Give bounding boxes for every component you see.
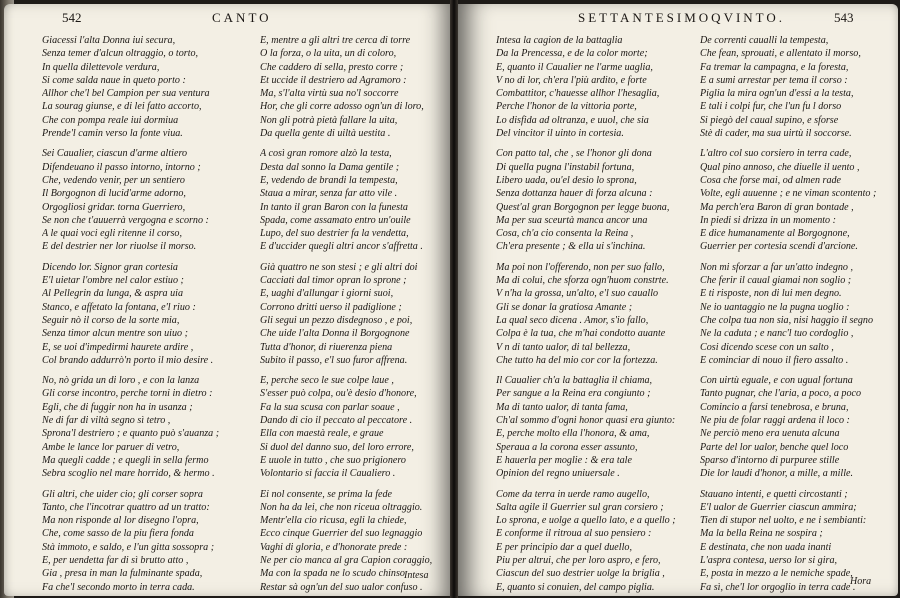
verse-line: Giacessi l'alta Donna iui secura,	[42, 35, 176, 46]
verse-line: Prende'l camin verso la fonte viua.	[42, 128, 183, 140]
verse-line: Di quella pugna l'instabil fortuna,	[496, 161, 635, 173]
verse-line: Ma quegli cadde ; e quegli in sella fermo	[42, 454, 209, 466]
verse-line: Non gli potrà pietà fallare la uita,	[260, 114, 398, 126]
verse-line: Ne piu de folar raggi ardena il loco :	[700, 415, 850, 427]
verse-line: Allhor che'l bel Campion per sua ventura	[42, 88, 210, 100]
verse-line: Quest'al gran Borgognon per legge buona,	[496, 201, 670, 213]
verse-line: V no di lor, ch'era l'più ardito, e forte	[496, 74, 647, 86]
verse-line: Sparso d'intorno di purpuree stille	[700, 454, 840, 466]
verse-line: V n'ha la grossa, un'alto, e'l suo cauallo	[496, 288, 659, 300]
verse-line: Ei nol consente, se prima la fede	[260, 488, 393, 500]
verse-line: Fa che'l secondo morto in terra cada.	[42, 581, 195, 593]
stanza	[700, 147, 898, 253]
verse-line: E, se uoi d'impedirmi haurete ardire ,	[42, 341, 194, 353]
verse-line: E tali i colpi fur, che l'un fu l dorso	[700, 101, 842, 113]
verse-line: Combattitor, c'hauesse allhor l'hesaglia,	[496, 88, 660, 100]
verse-line: Hor, che gli corre adosso ogn'un di loro,	[260, 101, 424, 113]
verse-line: E, vedendo de brandi la tempesta,	[260, 174, 398, 186]
verse-line: Che caddero di sella, presto corre ;	[260, 61, 404, 73]
stanza	[42, 261, 247, 367]
verse-line: E hauerla per moglie : & era tale	[496, 454, 632, 466]
stanza	[700, 374, 898, 480]
page-number: 542	[62, 10, 82, 25]
stanza	[42, 374, 247, 480]
verse-line: E, posta in mezzo a le nemiche spade,	[700, 568, 853, 580]
verse-line: Sprona'l destriero ; e quanto può s'auanza ;	[42, 428, 220, 440]
verse-line: Che, come sasso de la piu fiera fonda	[42, 528, 194, 540]
verse-line: E dice humanamente al Borgognone,	[700, 228, 850, 240]
verse-line: Che uide l'alta Donna il Borgognone	[260, 328, 410, 340]
verse-line: O la forza, o la uita, un di coloro,	[260, 48, 397, 60]
verse-line: Seguir nò il corso de la sorte mia,	[42, 314, 180, 326]
verse-line: E, perche seco le sue colpe laue ,	[260, 375, 394, 387]
running-head: SETTANTESIMOQVINTO.	[578, 10, 786, 25]
verse-line: Mentr'ella cio ricusa, egli la chiede,	[260, 515, 407, 527]
verse-line: Sebra scoglio nel mare horrido, & hermo .	[42, 468, 215, 480]
verse-line: S'esser può colpa, ou'è desio d'honore,	[260, 388, 417, 400]
stanza	[260, 261, 450, 367]
verse-line: Piglia la mira ogn'un d'essi a la testa,	[700, 88, 854, 100]
verse-line: Ma di colui, che sforza ogn'huom constrte.	[496, 275, 669, 287]
verse-line: Stà immoto, e saldo, e l'un gitta sossopra ;	[42, 541, 215, 553]
verse-line: Cosa, ch'a cio consenta la Reina ,	[496, 228, 634, 240]
verse-line: Senza dottanza hauer di forza alcuna :	[496, 188, 653, 200]
verse-line: Ma con la spada ne lo scudo chinso	[260, 568, 405, 580]
verse-line: E, quanto si conuien, del campo piglia.	[496, 581, 655, 593]
verse-line: Ne io uantaggio ne la pugna uoglio :	[700, 301, 850, 313]
verse-line: Da la Prencessa, e de la color morte;	[496, 48, 648, 60]
stanza	[496, 261, 701, 367]
verse-line: Fa tremar la campagna, e la foresta,	[700, 61, 849, 73]
verse-line: E, perche molto ella l'honora, & ama,	[496, 428, 650, 440]
verse-line: Spada, come assamato entro un'ouile	[260, 214, 411, 226]
book-gutter	[450, 0, 458, 598]
stanza	[496, 488, 701, 594]
verse-line: De correnti caualli la tempesta,	[700, 35, 829, 46]
verse-line: Restar sà ogn'un del suo ualor confuso .	[260, 581, 423, 593]
verse-line: Ambe le lance lor paruer di vetro,	[42, 441, 180, 453]
verse-line: Fa sì, che'l lor orgoglio in terra cade .	[700, 581, 856, 593]
verse-line: E, mentre a gli altri tre cerca di torre	[260, 35, 411, 46]
verse-line: Volte, egli auuenne ; e ne viman scontento ;	[700, 188, 877, 200]
verse-line: Col brando addurrò'n porto il mio desire .	[42, 354, 214, 366]
verse-line: Ma la bella Reina ne sospira ;	[700, 528, 823, 540]
left-page	[4, 4, 450, 596]
verse-line: E per principio dar a quel duello,	[496, 541, 632, 553]
stanza	[700, 261, 898, 367]
text-column	[260, 34, 450, 596]
verse-line: E conforme il ritroua al suo pensiero :	[496, 528, 652, 540]
verse-line: L'aspra contesa, uerso lor si gira,	[700, 554, 838, 566]
verse-line: Cosi dicendo scese con un salto ,	[700, 341, 834, 353]
stanza	[496, 34, 701, 140]
verse-line: Ch'era presente ; & ella ui s'inchina.	[496, 241, 646, 253]
verse-line: Egli, che di fuggir non ha in usanza ;	[42, 401, 193, 413]
verse-line: Tanto, che l'incotrar quattro ad un tratto:	[42, 501, 210, 513]
verse-line: La qual seco dicena . Amor, s'io fallo,	[496, 314, 649, 326]
verse-line: Intesa la cagion de la battaglia	[496, 35, 623, 46]
verse-line: La sourag giunse, e di lei fatto accorto,	[42, 101, 202, 113]
verse-line: Guerrier per cortesia scendi d'arcione.	[700, 241, 858, 253]
verse-line: E'l uietar l'ombre nel calor estiuo ;	[42, 275, 184, 287]
verse-line: Dicendo lor. Signor gran cortesia	[42, 261, 178, 273]
verse-line: Con uirtù eguale, e con ugual fortuna	[700, 375, 853, 387]
verse-line: Si duol del danno suo, del loro errore,	[260, 441, 414, 453]
stanza	[496, 147, 701, 253]
verse-line: Ch'al sommo d'ogni honor quasi era giunto:	[496, 415, 676, 427]
verse-line: Gli altri, che uider cio; gli corser sopra	[42, 488, 203, 500]
stanza	[496, 374, 701, 480]
verse-line: Del vincitor il uinto in cortesia.	[496, 128, 624, 140]
catchword: Intesa	[404, 570, 429, 581]
verse-line: E d'uccider quegli altri ancor s'affretta .	[260, 241, 423, 253]
verse-line: Libero uada, ou'el desio lo sprona,	[496, 174, 637, 186]
verse-line: Ma non risponde al lor disegno l'opra,	[42, 515, 199, 527]
verse-line: E cominciar di nouo il fiero assalto .	[700, 354, 849, 366]
verse-line: Stanco, e affetato la fontana, e'l riuo :	[42, 301, 196, 313]
verse-line: Volontario si faccia il Caualiero .	[260, 468, 396, 480]
verse-line: Ciascun del suo destrier uolge la briglia ,	[496, 568, 665, 580]
verse-line: Come da terra in uerde ramo augello,	[496, 488, 650, 500]
verse-line: A le quai voci egli ritenne il corso,	[42, 228, 182, 240]
verse-line: Qual pino annoso, che diuelle il uento ,	[700, 161, 860, 173]
verse-line: Il Borgognon di lucid'arme adorno,	[42, 188, 186, 200]
verse-line: E uuole in tutto , che suo prigionero	[260, 454, 406, 466]
text-column	[496, 34, 701, 596]
running-head: CANTO	[212, 10, 272, 25]
verse-line: V n di tanto ualor, di tal bellezza,	[496, 341, 631, 353]
text-column	[700, 34, 898, 596]
verse-line: Staua a mirar, senza far atto vile .	[260, 188, 398, 200]
verse-line: Tutta d'honor, di riuerenza piena	[260, 341, 393, 353]
verse-line: Lo sprona, e uolge a quello lato, e a quello ;	[496, 515, 676, 527]
verse-line: No, nò grida un di loro , e con la lanza	[42, 375, 200, 387]
page-number: 543	[834, 10, 854, 25]
verse-line: E, quanto il Caualier ne l'arme uaglia,	[496, 61, 653, 73]
verse-line: Lo disfida ad oltranza, e uuol, che sia	[496, 114, 649, 126]
verse-line: Gia , presa in man la fulminante spada,	[42, 568, 203, 580]
verse-line: Ma di tanto ualor, di tanta fama,	[496, 401, 628, 413]
verse-line: E, per uendetta far di sì brutto atto ,	[42, 554, 189, 566]
verse-line: A così gran romore alzò la testa,	[260, 148, 392, 160]
verse-line: Gli corse incontro, perche torni in dietro :	[42, 388, 213, 400]
verse-line: Il Caualier ch'a la battaglia il chiama,	[496, 375, 653, 387]
verse-line: Ma perch'era Baron di gran bontade ,	[700, 201, 854, 213]
verse-line: Ne perciò meno era uenuta alcuna	[700, 428, 840, 440]
verse-line: Tien di stupor nel uolto, e ne i sembianti:	[700, 515, 867, 527]
verse-line: Ella con maestà reale, e graue	[260, 428, 384, 440]
verse-line: Gli segui un pezzo disdegnoso , e poi,	[260, 314, 413, 326]
stanza	[260, 147, 450, 253]
verse-line: Che colpa tua non sia, nisi haggio il segno	[700, 314, 873, 326]
verse-line: L'altro col suo corsiero in terra cade,	[700, 148, 852, 160]
verse-line: Cosa che forse mai, od almen rade	[700, 174, 842, 186]
verse-line: Se non che t'auuerrà vergogna e scorno :	[42, 214, 209, 226]
verse-line: Ma per sua sceurtà manca ancor una	[496, 214, 648, 226]
verse-line: Ne di far di viltà segno sì tetro ,	[42, 415, 171, 427]
verse-line: Difendeuano il passo intorno, intorno ;	[42, 161, 201, 173]
verse-line: Si piegò del caual supino, e sforse	[700, 114, 839, 126]
verse-line: Lupo, del suo destrier fa la vendetta,	[260, 228, 409, 240]
verse-line: E del destrier ner lor riuolse il morso.	[42, 241, 197, 253]
verse-line: Che tutto ha del mio cor cor la fortezza.	[496, 354, 658, 366]
verse-line: Speraua a la corona esser assunto,	[496, 441, 638, 453]
verse-line: Piu per altrui, che per loro aspro, e fero,	[496, 554, 661, 566]
verse-line: Perche l'honor de la vittoria porte,	[496, 101, 637, 113]
verse-line: In quella dilettevole verdura,	[42, 61, 160, 73]
verse-line: Salta agile il Guerrier sul gran corsiero ;	[496, 501, 664, 513]
verse-line: Che ferir il caual giamai non soglio ;	[700, 275, 852, 287]
verse-line: Orgogliosi gridar. torna Guerriero,	[42, 201, 186, 213]
verse-line: Per sangue a la Reina era congiunto ;	[496, 388, 651, 400]
verse-line: In piedi si drizza in un momento :	[700, 214, 836, 226]
verse-line: Che fean, sprouati, e allentato il morso,	[700, 48, 861, 60]
verse-line: Ne la caduta ; e nanc'l tuo cordoglio ,	[700, 328, 854, 340]
verse-line: Al Pellegrin da lunga, & aspra uia	[42, 288, 184, 300]
verse-line: Senza timor alcun mentre son uiuo ;	[42, 328, 188, 340]
verse-line: E, uaghi d'allungar i giorni suoi,	[260, 288, 394, 300]
verse-line: Opinion del regno uniuersale .	[496, 468, 620, 480]
text-column	[42, 34, 247, 596]
verse-line: Ne per cio manca al gra Capion coraggio,	[260, 554, 433, 566]
verse-line: Dando di cio il peccato al peccatore .	[260, 415, 413, 427]
verse-line: Che con pompa reale iui dormiua	[42, 114, 179, 126]
stanza	[42, 488, 247, 594]
verse-line: Da quella gente di uiltà uestita .	[260, 128, 391, 140]
verse-line: Die lor laudi d'honor, a mille, a mille.	[700, 468, 853, 480]
verse-line: E ti risposte, non di lui men degno.	[700, 288, 842, 300]
verse-line: Comincio a farsi tenebrosa, e bruna,	[700, 401, 849, 413]
verse-line: Et uccide il destriero ad Agramoro :	[260, 74, 407, 86]
verse-line: E destinata, che non uada inanti	[700, 541, 832, 553]
verse-line: Gli se donar la gratiosa Amante ;	[496, 301, 633, 313]
verse-line: E a sumi arrestar per tema il corso :	[700, 74, 848, 86]
verse-line: Stauano intenti, e quetti circostanti ;	[700, 488, 848, 500]
verse-line: Desta dal sonno la Dama gentile ;	[260, 161, 400, 173]
verse-line: Corrono dritti uerso il padiglione ;	[260, 301, 402, 313]
verse-line: Ma, s'l'alta virtù sua no'l soccorre	[260, 88, 399, 100]
stanza	[700, 34, 898, 140]
verse-line: Stè di cader, ma sua uirtù il soccorse.	[700, 128, 852, 140]
stanza	[260, 374, 450, 480]
stanza	[42, 147, 247, 253]
verse-line: Con patto tal, che , se l'honor gli dona	[496, 148, 652, 160]
verse-line: Ecco cinque Guerrier del suo legnaggio	[260, 528, 423, 540]
verse-line: Già quattro ne son stesi ; e gli altri doi	[260, 261, 418, 273]
right-page	[458, 4, 898, 596]
verse-line: Parte del lor ualor, benche quel loco	[700, 441, 849, 453]
verse-line: Senza temer d'alcun oltraggio, o torto,	[42, 48, 199, 60]
verse-line: Cacciati dal timor opran lo sprone ;	[260, 275, 407, 287]
verse-line: Che, vedendo venir, per un sentiero	[42, 174, 185, 186]
verse-line: Non mi sforzar a far un'atto indegno ,	[700, 261, 854, 273]
verse-line: Subito il passo, e'l suo furor affrena.	[260, 354, 408, 366]
verse-line: Fa la sua scusa con parlar soaue ,	[260, 401, 400, 413]
verse-line: Colpa è la tua, che m'hai condotto auante	[496, 328, 666, 340]
stanza	[260, 34, 450, 140]
verse-line: E'l ualor de Guerrier ciascun ammira;	[700, 501, 857, 513]
verse-line: Si come salda naue in queto porto :	[42, 74, 186, 86]
verse-line: Tanto pugnar, che l'aria, a poco, a poco	[700, 388, 862, 400]
stanza	[42, 34, 247, 140]
catchword: Hora	[850, 576, 872, 587]
verse-line: Sei Caualier, ciascun d'arme altiero	[42, 148, 188, 160]
verse-line: Non ha da lei, che non riceua oltraggio.	[260, 501, 423, 513]
verse-line: Vaghi di gloria, e d'honorate prede :	[260, 541, 408, 553]
verse-line: Ma poi non l'offerendo, non per suo fallo,	[496, 261, 665, 273]
verse-line: In tanto il gran Baron con la funesta	[260, 201, 408, 213]
